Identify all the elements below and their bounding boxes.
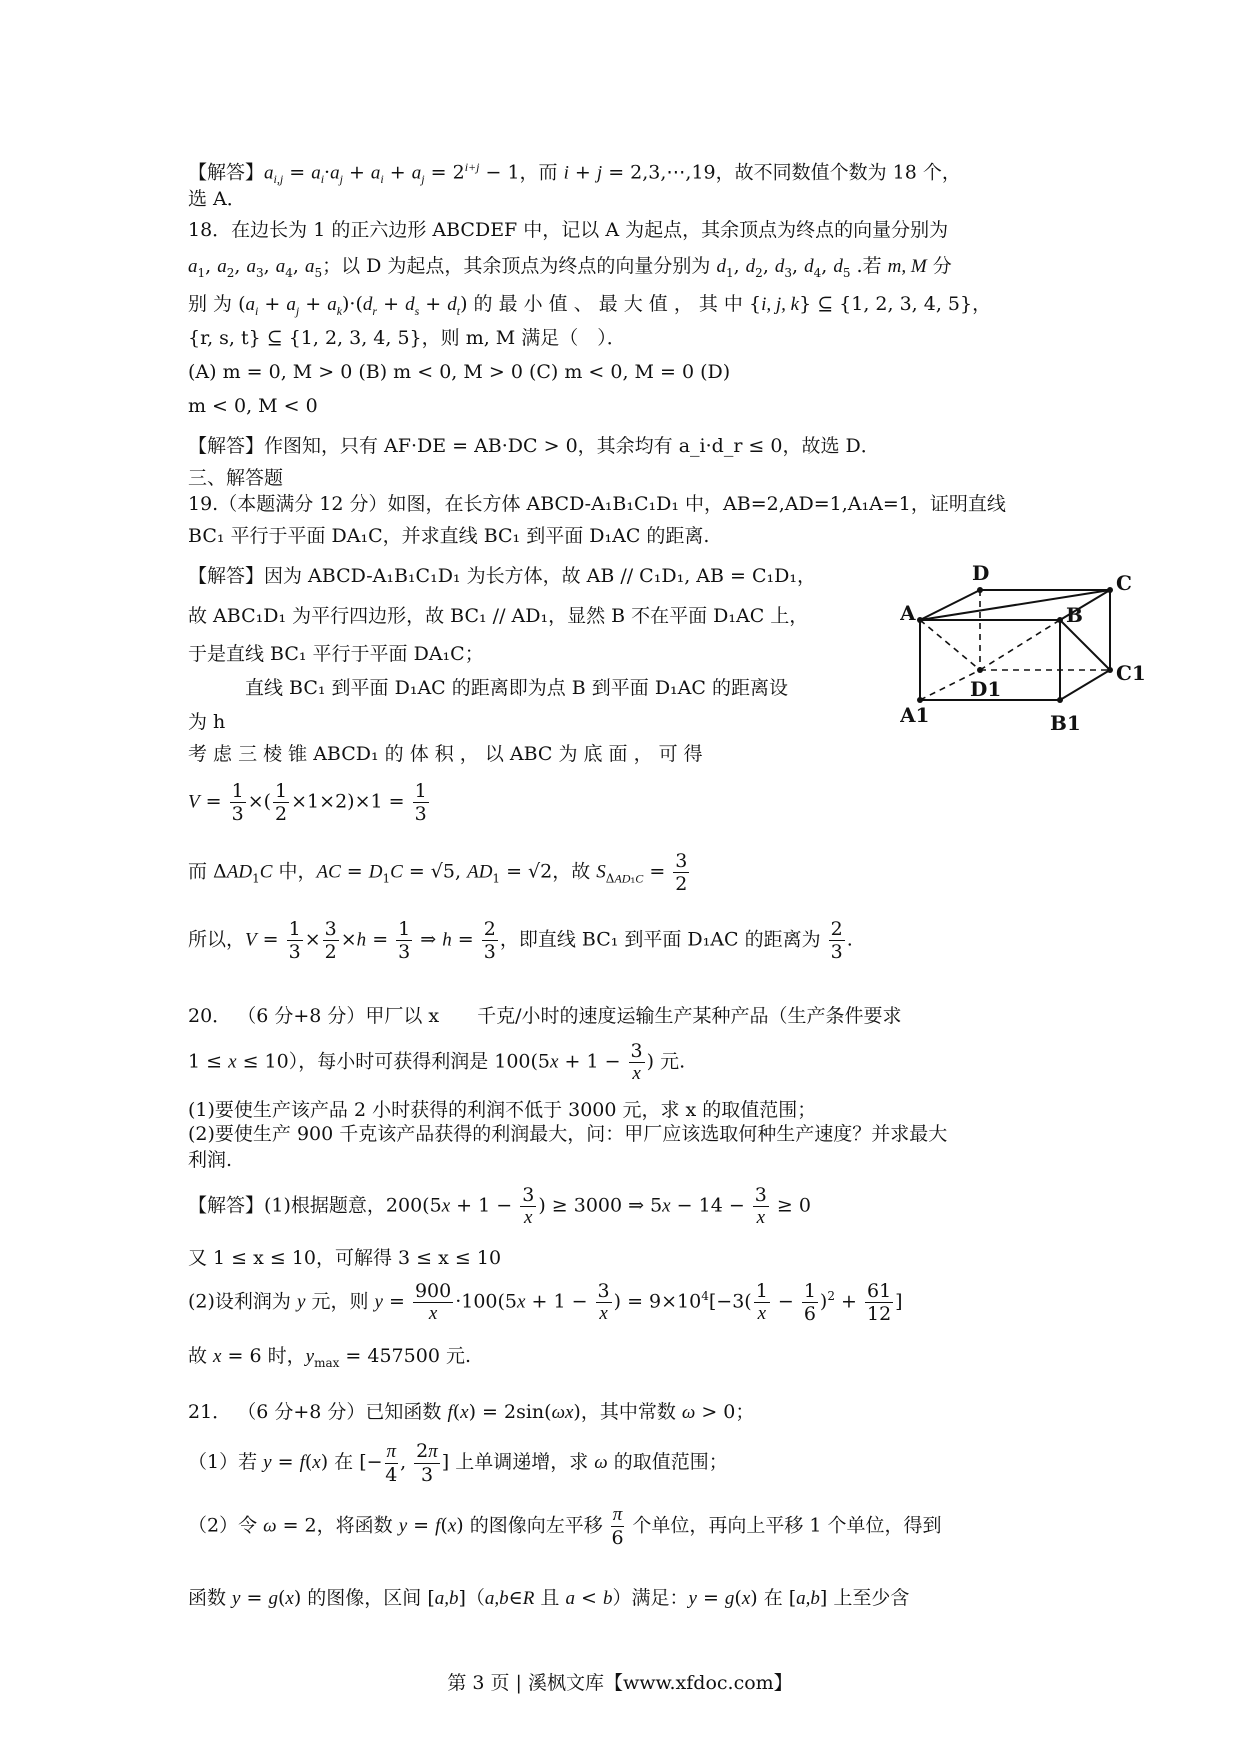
vertex-label-d: D [972,561,990,585]
question-21-part2-cont: 函数 y = g(x) 的图像，区间 [a,b]（a,b∈R 且 a < b）满足：y = g(x) 在 [a,b] 上至少含 [188,1587,910,1609]
answer-19-line3: 于是直线 BC₁ 平行于平面 DA₁C； [188,643,484,665]
cuboid-figure [900,560,1180,750]
question-19-line2: BC₁ 平行于平面 DA₁C，并求直线 BC₁ 到平面 D₁AC 的距离. [188,525,710,547]
question-20-line2: 1 ≤ x ≤ 10），每小时可获得利润是 100(5x + 1 − $\frac{3}{x}$ ) 元. [188,1040,686,1084]
answer-19-result: 所以，V = $\frac{1}{3}$ × $\frac{3}{2}$ ×h = $\frac{1}{3}$ ⇒ h = $\frac{2}{3}$ ，即直线 BC₁ 到平面 D₁AC 的距离为 $\frac{2}{3}$ . [188,918,853,963]
answer-18: 【解答】作图知，只有 AF·DE = AB·DC > 0，其余均有 a_i·d_r ≤ 0，故选 D． [188,435,880,457]
page-footer: 第 3 页 | 溪枫文库【www.xfdoc.com】 [447,1672,793,1694]
answer-19-line1: 【解答】因为 ABCD-A₁B₁C₁D₁ 为长方体，故 AB // C₁D₁, AB = C₁D₁， [188,565,816,587]
answer-19-line4: 直线 BC₁ 到平面 D₁AC 的距离即为点 B 到平面 D₁AC 的距离设 [188,677,788,699]
question-20-part2-cont: 利润. [188,1149,233,1171]
vertex-label-c: C [1116,571,1132,595]
question-21-line1: 21． （6 分+8 分）已知函数 f(x) = 2sin(ωx)，其中常数 ω > 0； [188,1401,755,1423]
question-21-part2: （2）令 ω = 2，将函数 y = f(x) 的图像向左平移 $\frac{\pi}{6}$ 个单位，再向上平移 1 个单位，得到 [188,1504,942,1549]
vertex-label-b1: B1 [1050,711,1081,735]
vertex-label-a: A [900,601,916,625]
answer-19-line6: 考 虑 三 棱 锥 ABCD₁ 的 体 积 ， 以 ABC 为 底 面 ， 可 得 [188,743,703,765]
question-18-line1: 18．在边长为 1 的正六边形 ABCDEF 中，记以 A 为起点，其余顶点为终点的向量分别为 [188,219,949,241]
question-18-line4: {r, s, t} ⊆ {1, 2, 3, 4, 5}，则 m, M 满足（ ）． [188,327,626,349]
answer-19-volume: V = $\frac{1}{3}$ ×( $\frac{1}{2}$ ×1×2)×1 = $\frac{1}{3}$ [188,780,427,825]
answer-19-line2: 故 ABC₁D₁ 为平行四边形，故 BC₁ // AD₁，显然 B 不在平面 D₁AC 上， [188,605,809,627]
answer-20-line1: 【解答】(1)根据题意，200(5x + 1 − $\frac{3}{x}$ ) ≥ 3000 ⇒ 5x − 14 − $\frac{3}{x}$ ≥ 0 [188,1184,811,1228]
question-18-options: (A) m = 0, M > 0 (B) m < 0, M > 0 (C) m < 0, M = 0 (D) [188,361,731,383]
question-20-part1: (1)要使生产该产品 2 小时获得的利润不低于 3000 元，求 x 的取值范围； [188,1099,817,1121]
question-18-line2: $a_1$, $a_2$, $a_3$, $a_4$, $a_5$；以 D 为起点，其余顶点为终点的向量分别为 $d_1$, $d_2$, $d_3$, $d_4$, $d_5$ .若 m, M 分 [188,255,952,280]
answer-19-line5: 为 h [188,711,226,733]
answer-17-line1: 【解答】$a_{i,j} = a_i\cdot a_j + a_i + a_j = 2^{i+j} - 1$，而 i + j = 2,3,⋯,19，故不同数值个数为 18 个， [188,160,961,187]
question-20-line1: 20． （6 分+8 分）甲厂以 x 千克/小时的速度运输生产某种产品（生产条件要求 [188,1005,902,1027]
question-18-option-d: m < 0, M < 0 [188,395,318,417]
question-21-part1: （1）若 y = f(x) 在 [− $\frac{\pi}{4}$ , $\frac{2\pi}{3}$ ] 上单调递增，求 ω 的取值范围； [188,1440,728,1486]
answer-17-line2: 选 A． [188,188,246,210]
vertex-label-c1: C1 [1116,661,1146,685]
question-20-part2: (2)要使生产 900 千克该产品获得的利润最大，问：甲厂应该选取何种生产速度？并求最大 [188,1123,948,1145]
answer-20-line4: 故 x = 6 时，$y_{max} = 457500$ 元. [188,1345,471,1370]
answer-20-line3: (2)设利润为 y 元，则 y = $\frac{900}{x}$ ·100(5x + 1 − $\frac{3}{x}$ ) = $9\times 10^4[-3$( $\frac{1}{x}$ − $\frac{1}{6}$ )$^2$ + $\frac{61}{12}$ ] [188,1280,903,1325]
question-18-line3: 别 为 $(a_i + a_j + a_k)\cdot(d_r + d_s + d_t)$ 的 最 小 值 、 最 大 值 ， 其 中 {i, j, k} ⊆ {1, 2, 3, 4, 5}， [188,293,992,318]
answer-19-area: 而 $\Delta AD_1C$ 中，AC = $D_1C = √5$, $AD_1 = √2$，故 $S_{\Delta AD_1C}$ = $\frac{3}{2}$ [188,850,688,895]
question-19-line1: 19.（本题满分 12 分）如图，在长方体 ABCD-A₁B₁C₁D₁ 中，AB=2,AD=1,A₁A=1，证明直线 [188,493,1006,515]
answer-20-line2: 又 1 ≤ x ≤ 10，可解得 3 ≤ x ≤ 10 [188,1247,502,1269]
vertex-label-b: B [1066,603,1083,627]
vertex-label-d1: D1 [970,677,1002,701]
vertex-label-a1: A1 [900,703,930,727]
section-heading: 三、解答题 [188,467,284,489]
